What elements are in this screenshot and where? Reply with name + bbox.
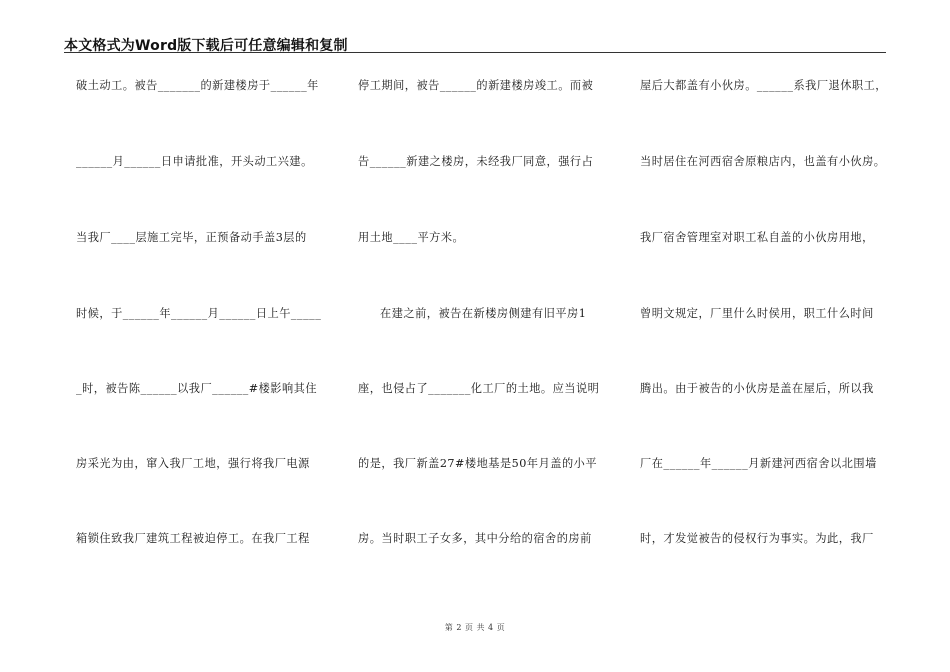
text-line: 房。当时职工子女多，其中分给的宿舍的房前	[358, 532, 592, 545]
text-line: 座，也侵占了_______化工厂的土地。应当说明	[358, 382, 600, 395]
text-line: 在建之前，被告在新楼房侧建有旧平房1	[380, 307, 587, 320]
text-line: 时候，于______年______月______日上午_____	[76, 307, 322, 320]
text-line: _时，被告陈______以我厂______#楼影响其住	[76, 382, 318, 395]
text-line: 告______新建之楼房，未经我厂同意，强行占	[358, 155, 594, 168]
page-number: 第 2 页 共 4 页	[444, 623, 506, 632]
text-line: 时，才发觉被告的侵权行为事实。为此，我厂	[640, 532, 874, 545]
text-line: 曾明文规定，厂里什么时侯用，职工什么时间	[640, 307, 874, 320]
text-line: 当时居住在河西宿舍原粮店内，也盖有小伙房。	[640, 155, 886, 168]
header-title: 本文格式为Word版下载后可任意编辑和复制	[64, 38, 348, 54]
text-line: 的是，我厂新盖27#楼地基是50年月盖的小平	[358, 457, 598, 470]
document-header	[64, 30, 886, 52]
text-line: 厂在______年______月新建河西宿舍以北围墙	[640, 457, 877, 470]
text-line: 箱锁住致我厂建筑工程被迫停工。在我厂工程	[76, 532, 310, 545]
header-divider	[64, 52, 886, 53]
text-line: 当我厂____层施工完毕，正预备动手盖3层的	[76, 231, 307, 244]
text-line: 用土地____平方米。	[358, 231, 465, 244]
text-line: 我厂宿舍管理室对职工私自盖的小伙房用地，	[640, 231, 874, 244]
text-line: 房采光为由，窜入我厂工地，强行将我厂电源	[76, 457, 310, 470]
text-line: 停工期间，被告______的新建楼房竣工。而被	[358, 79, 594, 92]
text-line: 破土动工。被告_______的新建楼房于______年	[76, 79, 319, 92]
text-line: 腾出。由于被告的小伙房是盖在屋后，所以我	[640, 382, 874, 395]
text-line: ______月______日申请批准，开头动工兴建。	[76, 155, 313, 168]
text-line: 屋后大都盖有小伙房。______系我厂退休职工，	[640, 79, 887, 92]
